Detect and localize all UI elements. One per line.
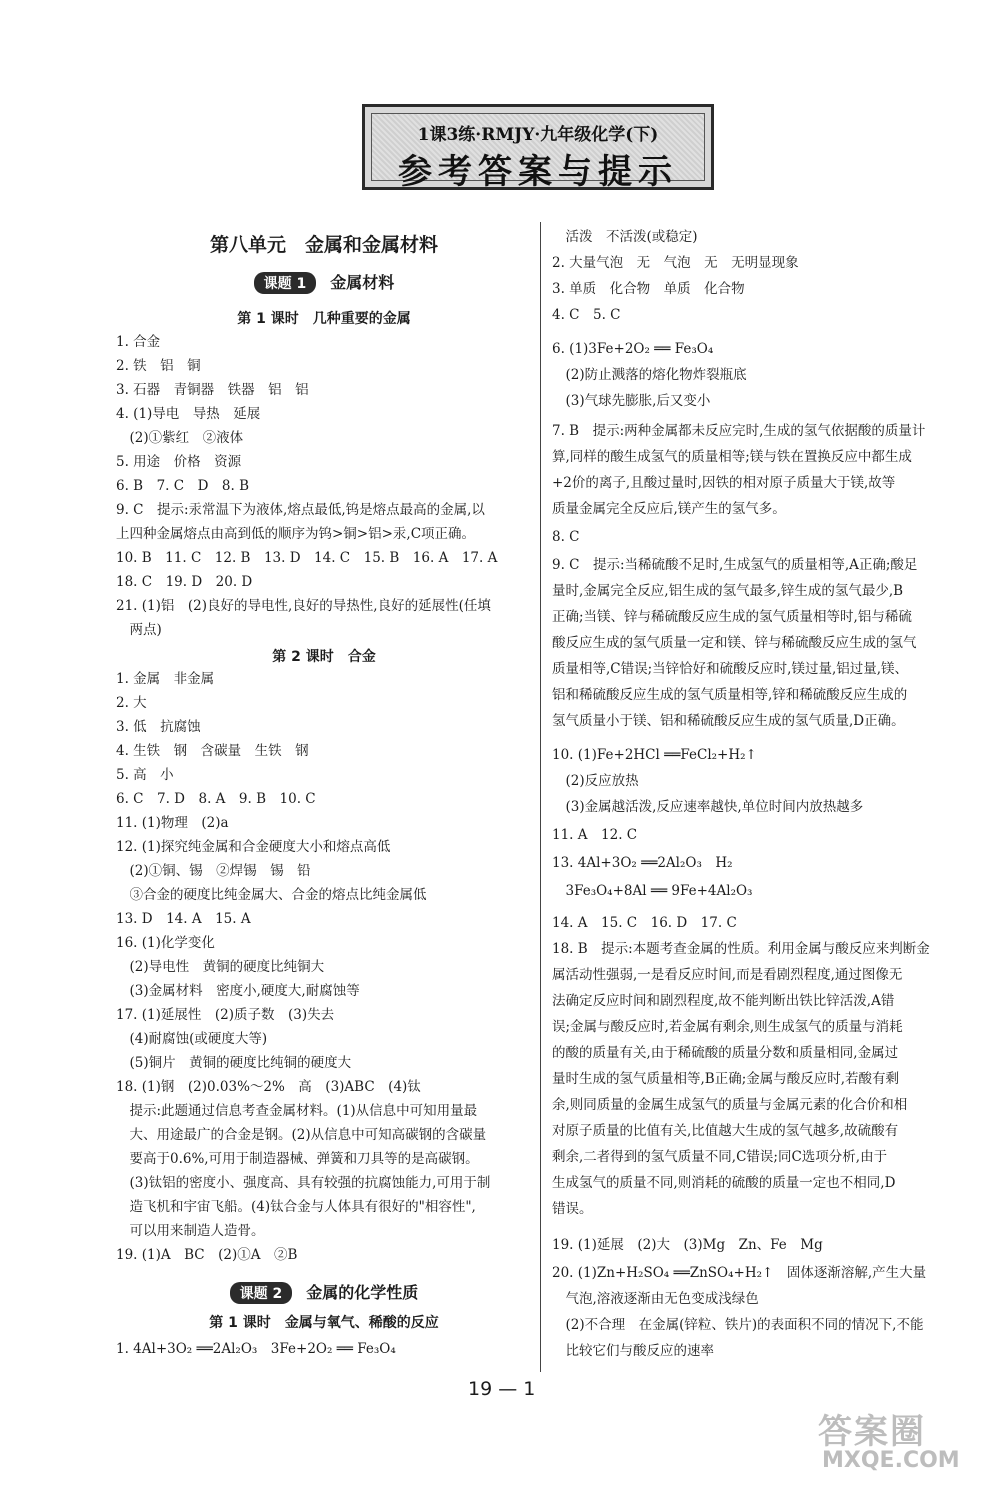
header-inner	[371, 113, 705, 192]
answer-line: 质量相等,C错误;当锌恰好和硫酸反应时,镁过量,铝过量,镁、	[552, 661, 909, 677]
answer-line: 1. 金属 非金属	[116, 671, 215, 687]
site-watermark	[812, 1404, 992, 1480]
answer-line: 5. 用途 价格 资源	[116, 454, 242, 470]
answer-line: 3Fe₃O₄+8Al ══ 9Fe+4Al₂O₃	[552, 883, 753, 899]
answer-line: 7. B 提示:两种金属都未反应完时,生成的氢气依据酸的质量计	[552, 423, 926, 439]
answer-line: 13. D 14. A 15. A	[116, 911, 251, 927]
answer-line: +2价的离子,且酸过量时,因铁的相对原子质量大于镁,故等	[552, 475, 896, 491]
book-subtitle: 1课3练·RMJY·九年级化学(下)	[417, 125, 659, 145]
answer-line: 算,同样的酸生成氢气的质量相等;镁与铁在置换反应中都生成	[552, 449, 912, 465]
answer-line: 提示:此题通过信息考查金属材料。(1)从信息中可知用量最	[116, 1103, 478, 1119]
answer-line: (3)金属材料 密度小,硬度大,耐腐蚀等	[116, 983, 360, 999]
topic-title: 金属材料	[330, 273, 395, 292]
answer-line: 10. B 11. C 12. B 13. D 14. C 15. B 16. A 17. A	[116, 550, 498, 566]
answer-line: (3)钛铝的密度小、强度高、具有较强的抗腐蚀能力,可用于制	[116, 1175, 491, 1191]
answer-line: 13. 4Al+3O₂ ══2Al₂O₃ H₂	[552, 855, 733, 871]
page-number: 19 — 1	[468, 1378, 536, 1400]
answer-line: 误;金属与酸反应时,若金属有剩余,则生成氢气的质量与消耗	[552, 1019, 903, 1035]
answer-line: (2)防止溅落的熔化物炸裂瓶底	[552, 367, 747, 383]
watermark-logo: 答案圈	[818, 1412, 926, 1452]
answer-line: 法确定反应时间和剧烈程度,故不能判断出铁比锌活泼,A错	[552, 993, 895, 1009]
answer-line: 酸反应生成的氢气质量一定和镁、锌与稀硫酸反应生成的氢气	[552, 635, 917, 651]
answer-line: 12. (1)探究纯金属和合金硬度大小和熔点高低	[116, 839, 391, 855]
answer-line: 气泡,溶液逐渐由无色变成浅绿色	[552, 1291, 759, 1307]
answer-line: 1. 4Al+3O₂ ══2Al₂O₃ 3Fe+2O₂ ══ Fe₃O₄	[116, 1341, 396, 1357]
header-banner	[362, 104, 714, 190]
answer-line: 错误。	[552, 1201, 593, 1217]
answer-line: 活泼 不活泼(或稳定)	[552, 229, 698, 245]
answer-line: 19. (1)A BC (2)①A ②B	[116, 1247, 298, 1263]
answer-line: 11. A 12. C	[552, 827, 638, 843]
answer-line: 要高于0.6%,可用于制造器械、弹簧和刀具等的是高碳钢。	[116, 1151, 479, 1167]
answer-line: 余,则同质量的金属生成氢气的质量与金属元素的化合价和相	[552, 1097, 908, 1113]
answer-line: 9. C 提示:汞常温下为液体,熔点最低,钨是熔点最高的金属,以	[116, 502, 485, 518]
answer-line: (2)反应放热	[552, 773, 639, 789]
answer-line: 属活动性强弱,一是看反应时间,而是看剧烈程度,通过图像无	[552, 967, 903, 983]
answer-line: (3)气球先膨胀,后又变小	[552, 393, 711, 409]
answer-line: 正确;当镁、锌与稀硫酸反应生成的氢气质量相等时,铝与稀硫	[552, 609, 912, 625]
answer-line: 20. (1)Zn+H₂SO₄ ══ZnSO₄+H₂↑ 固体逐渐溶解,产生大量	[552, 1265, 927, 1281]
lesson-heading-1: 第 1 课时 几种重要的金属	[237, 311, 411, 327]
page-title: 参考答案与提示	[398, 152, 678, 192]
lesson-heading-3: 第 1 课时 金属与氧气、稀酸的反应	[209, 1315, 439, 1331]
answer-line: 生成氢气的质量不同,则消耗的硫酸的质量一定也不相同,D	[552, 1175, 896, 1191]
answer-line: 剩余,二者得到的氢气质量不同,C错误;同C选项分析,由于	[552, 1149, 888, 1165]
answer-line: 18. C 19. D 20. D	[116, 574, 253, 590]
answer-line: 铝和稀硫酸反应生成的氢气质量相等,锌和稀硫酸反应生成的	[552, 687, 908, 703]
answer-line: 19. (1)延展 (2)大 (3)Mg Zn、Fe Mg	[552, 1237, 823, 1253]
answer-line: 对原子质量的比值有关,比值越大生成的氢气越多,故硫酸有	[552, 1123, 899, 1139]
answer-line: 4. 生铁 钢 含碳量 生铁 钢	[116, 743, 309, 759]
answer-line: 2. 大量气泡 无 气泡 无 无明显现象	[552, 255, 799, 271]
answer-line: (2)①铜、锡 ②焊锡 锡 铅	[116, 863, 311, 879]
answer-line: 1. 合金	[116, 334, 161, 350]
column-divider	[540, 222, 541, 1372]
answer-line: 3. 石器 青铜器 铁器 铝 铝	[116, 382, 309, 398]
answer-line: 2. 铁 铝 铜	[116, 358, 201, 374]
answer-line: 14. A 15. C 16. D 17. C	[552, 915, 737, 931]
answer-line: 造飞机和宇宙飞船。(4)钛合金与人体具有很好的"相容性",	[116, 1199, 476, 1215]
answer-line: 6. B 7. C D 8. B	[116, 478, 250, 494]
watermark-url: MXQE.COM	[822, 1448, 960, 1473]
answer-line: 2. 大	[116, 695, 147, 711]
answer-line: 氢气质量小于镁、铝和稀硫酸反应生成的氢气质量,D正确。	[552, 713, 905, 729]
answer-line: 的酸的质量有关,由于稀硫酸的质量分数和质量相同,金属过	[552, 1045, 899, 1061]
answer-line: 6. (1)3Fe+2O₂ ══ Fe₃O₄	[552, 341, 714, 357]
answer-line: 6. C 7. D 8. A 9. B 10. C	[116, 791, 316, 807]
lesson-heading-2: 第 2 课时 合金	[272, 649, 376, 665]
answer-line: 大、用途最广的合金是钢。(2)从信息中可知高碳钢的含碳量	[116, 1127, 487, 1143]
answer-line: 18. (1)钢 (2)0.03%～2% 高 (3)ABC (4)钛	[116, 1079, 421, 1095]
answer-line: 11. (1)物理 (2)a	[116, 815, 229, 831]
answer-line: 4. (1)导电 导热 延展	[116, 406, 261, 422]
answer-line: 两点)	[116, 622, 162, 638]
answer-line: 质量金属完全反应后,镁产生的氢气多。	[552, 501, 786, 517]
answer-line: (5)铜片 黄铜的硬度比纯铜的硬度大	[116, 1055, 352, 1071]
answer-line: 5. 高 小	[116, 767, 174, 783]
answer-line: 17. (1)延展性 (2)质子数 (3)失去	[116, 1007, 335, 1023]
answer-line: ③合金的硬度比纯金属大、合金的熔点比纯金属低	[116, 887, 427, 903]
answer-line: 量时生成的氢气质量相等,B正确;金属与酸反应时,若酸有剩	[552, 1071, 900, 1087]
topic-badge: 课题 1	[254, 272, 317, 294]
answer-line: 10. (1)Fe+2HCl ══FeCl₂+H₂↑	[552, 747, 757, 763]
answer-line: (4)耐腐蚀(或硬度大等)	[116, 1031, 268, 1047]
topic-heading-2	[116, 1280, 532, 1304]
answer-line: 3. 低 抗腐蚀	[116, 719, 201, 735]
answer-line: 比较它们与酸反应的速率	[552, 1343, 714, 1359]
topic-heading-1	[116, 270, 532, 294]
answer-line: 18. B 提示:本题考查金属的性质。利用金属与酸反应来判断金	[552, 941, 930, 957]
topic-badge: 课题 2	[230, 1282, 293, 1304]
answer-line: (2)导电性 黄铜的硬度比纯铜大	[116, 959, 325, 975]
unit-title: 第八单元 金属和金属材料	[209, 234, 438, 256]
answer-line: 可以用来制造人造骨。	[116, 1223, 265, 1239]
answer-line: 4. C 5. C	[552, 307, 621, 323]
answer-line: (3)金属越活泼,反应速率越快,单位时间内放热越多	[552, 799, 864, 815]
answer-line: (2)不合理 在金属(锌粒、铁片)的表面积不同的情况下,不能	[552, 1317, 924, 1333]
answer-line: 上四种金属熔点由高到低的顺序为钨>铜>铝>汞,C项正确。	[116, 526, 476, 542]
topic-title: 金属的化学性质	[306, 1283, 419, 1302]
answer-line: 9. C 提示:当稀硫酸不足时,生成氢气的质量相等,A正确;酸足	[552, 557, 918, 573]
answer-line: 21. (1)铝 (2)良好的导电性,良好的导热性,良好的延展性(任填	[116, 598, 491, 614]
answer-line: 16. (1)化学变化	[116, 935, 215, 951]
answer-line: (2)①紫红 ②液体	[116, 430, 244, 446]
answer-line: 3. 单质 化合物 单质 化合物	[552, 281, 745, 297]
answer-line: 8. C	[552, 529, 580, 545]
answer-line: 量时,金属完全反应,铝生成的氢气最多,锌生成的氢气最少,B	[552, 583, 904, 599]
